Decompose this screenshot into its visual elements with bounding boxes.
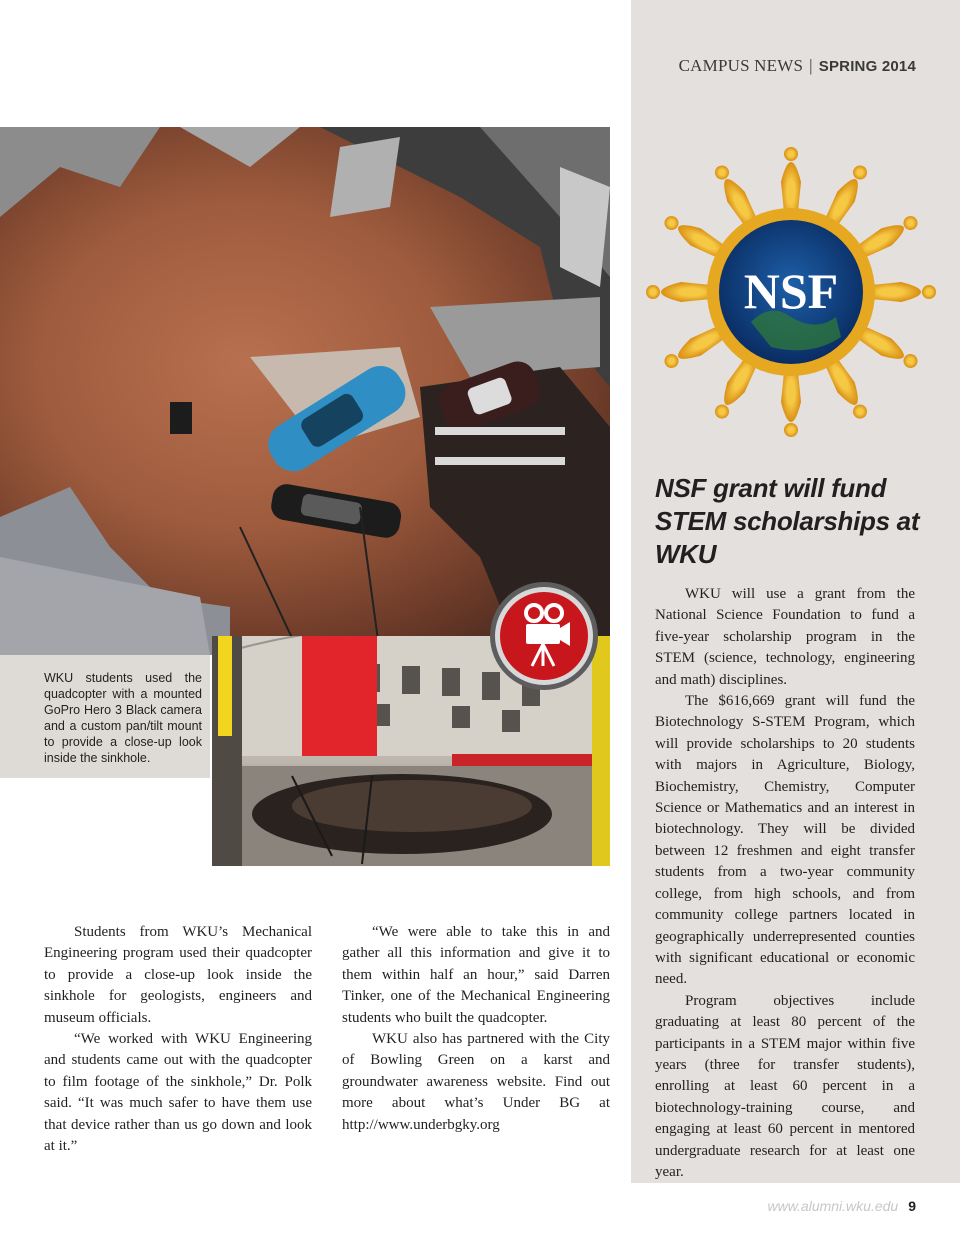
- page-header: [679, 56, 916, 76]
- page-footer: [767, 1198, 916, 1216]
- sinkhole-illustration: [0, 127, 610, 655]
- photo-caption: WKU students used the quadcopter with a mounted GoPro Hero 3 Black camera and a custom pan/tilt mount to provide a close-up look inside the sinkhole.: [44, 671, 202, 765]
- logo-text: NSF: [743, 263, 839, 319]
- footer-url[interactable]: www.alumni.wku.edu: [767, 1198, 899, 1214]
- sidebar-article: [655, 584, 915, 1183]
- nsf-logo: [641, 142, 941, 442]
- video-camera-icon[interactable]: [488, 580, 600, 692]
- paragraph: WKU also has partnered with the City of Bowling Green on a karst and groundwater awareness website. Find out more about what’s Under BG at http://www.underbgky.org: [342, 1031, 610, 1133]
- paragraph: WKU will use a grant from the National Science Foundation to fund a five-year scholarship program in the STEM (science, technology, engineering and math) disciplines.: [655, 586, 915, 688]
- paragraph: “We were able to take this in and gather all this information and give it to them within half an hour,” said Darren Tinker, one of the Mechanical Engineering students who built the quadcopter.: [342, 924, 610, 1026]
- header-separator: |: [809, 56, 813, 75]
- sinkhole-photo: [0, 127, 610, 655]
- issue-season: SPRING 2014: [818, 58, 916, 75]
- article-column-1: [44, 922, 312, 1157]
- paragraph: Students from WKU’s Mechanical Engineering program used their quadcopter to provide a close-up look inside the sinkhole for geologists, engineers and museum officials.: [44, 924, 312, 1026]
- paragraph: Program objectives include graduating at least 80 percent of the participants in a STEM major within five years (three for transfer students), enrolling at least 60 percent in a biotechnology-training course, and engaging at least 60 percent in mentored undergraduate research for at least one year.: [655, 992, 915, 1180]
- section-name: CAMPUS NEWS: [678, 56, 804, 75]
- paragraph: “We worked with WKU Engineering and students came out with the quadcopter to film footage of the sinkhole,” Dr. Polk said. “It was much safer to have them use that device rather than us go down and look at it.”: [44, 1031, 312, 1155]
- page-number: 9: [908, 1198, 916, 1214]
- article-column-2: [342, 922, 610, 1136]
- paragraph: The $616,669 grant will fund the Biotechnology S-STEM Program, which will provide scholarships to 20 students with majors in Agriculture, Biology, Biochemistry, Chemistry, Computer Science or Mathematics and an interest in biotechnology. They will be divided between 12 freshmen and eight transfer students from a two-year community college, from high schools, and from community college partners located in geographically underrepresented counties with significant educational or economic need.: [655, 693, 915, 988]
- sidebar-headline: NSF grant will fund STEM scholarships at WKU: [655, 473, 920, 569]
